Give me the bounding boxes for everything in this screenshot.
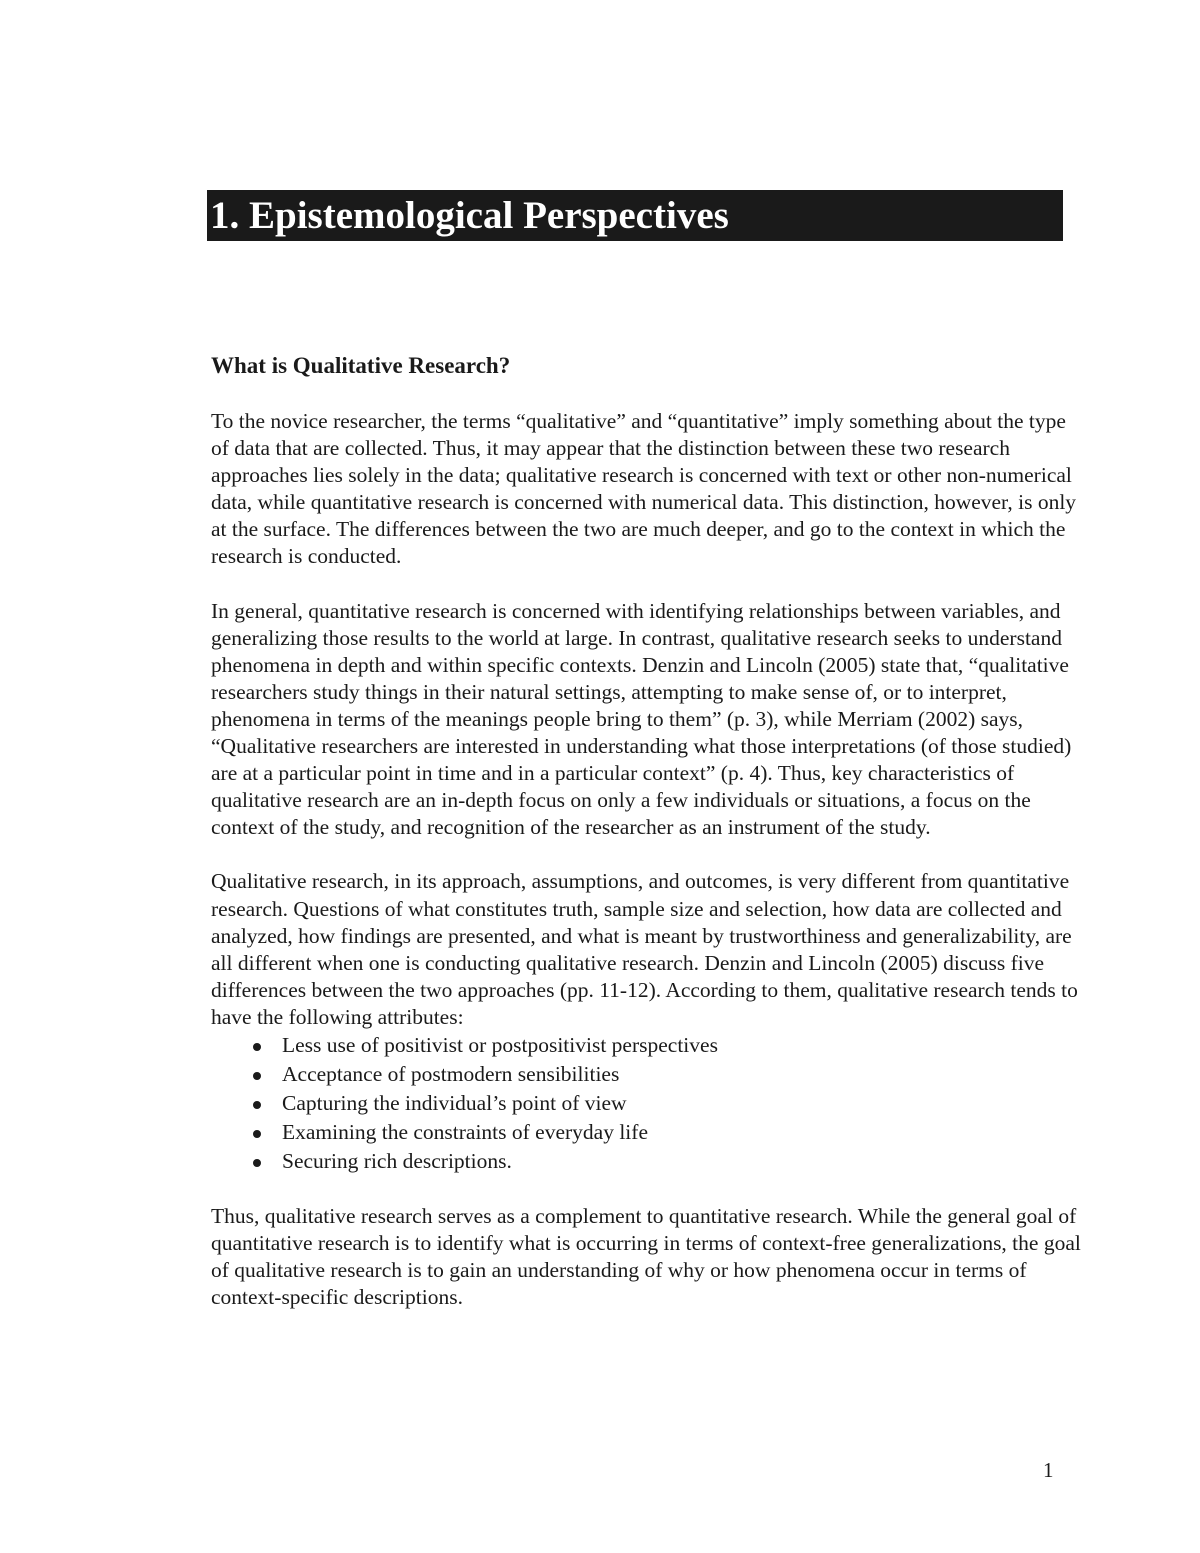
list-item-text: Securing rich descriptions. (282, 1148, 512, 1173)
list-item (211, 1118, 1081, 1147)
paragraph-general: In general, quantitative research is concerned with identifying relationships between variables, and generalizing those results to the world at large. In contrast, qualitative research seeks to understand phenomena in depth and within specific contexts. Denzin and Lincoln (2005) state that, “qualitative researchers study things in their natural settings, attempting to make sense of, or to interpret, phenomena in terms of the meanings people bring to them” (p. 3), while Merriam (2002) says, “Qualitative researchers are interested in understanding what those interpretations (of those studied) are at a particular point in time and in a particular context” (p. 4). Thus, key characteristics of qualitative research are an in-depth focus on only a few individuals or situations, a focus on the context of the study, and recognition of the researcher as an instrument of the study. (211, 598, 1072, 840)
body-content (211, 408, 1081, 1338)
bullet-icon (253, 1130, 261, 1138)
list-item (211, 1147, 1081, 1176)
attributes-list (211, 1031, 1081, 1176)
list-item-text: Acceptance of postmodern sensibilities (282, 1061, 620, 1086)
bullet-icon (253, 1043, 261, 1051)
bullet-icon (253, 1072, 261, 1080)
list-item-text: Capturing the individual’s point of view (282, 1090, 627, 1115)
list-item (211, 1060, 1081, 1089)
paragraph-conclusion: Thus, qualitative research serves as a complement to quantitative research. While the general goal of quantitative research is to identify what is occurring in terms of context-free generalizations, the goal of qualitative research is to gain an understanding of why or how phenomena occur in terms of context-specific descriptions. (211, 1203, 1081, 1310)
list-item (211, 1031, 1081, 1060)
page-number: 1 (1043, 1458, 1054, 1482)
bullet-icon (253, 1101, 261, 1109)
bullet-icon (253, 1159, 261, 1167)
chapter-title: 1. Epistemological Perspectives (210, 194, 729, 237)
list-item-text: Examining the constraints of everyday life (282, 1119, 648, 1144)
paragraph-differences: Qualitative research, in its approach, assumptions, and outcomes, is very different from quantitative research. Questions of what constitutes truth, sample size and selection, how data are collected and analyzed, how findings are presented, and what is meant by trustworthiness and generalizability, are all different when one is conducting qualitative research. Denzin and Lincoln (2005) discuss five differences between the two approaches (pp. 11-12). According to them, qualitative research tends to have the following attributes: (211, 869, 1078, 1029)
list-item-text: Less use of positivist or postpositivist perspectives (282, 1032, 718, 1057)
paragraph-intro: To the novice researcher, the terms “qualitative” and “quantitative” imply something about the type of data that are collected. Thus, it may appear that the distinction between these two research approaches lies solely in the data; qualitative research is concerned with text or other non-numerical data, while quantitative research is concerned with numerical data. This distinction, however, is only at the surface. The differences between the two are much deeper, and go to the context in which the research is conducted. (211, 409, 1077, 569)
section-heading: What is Qualitative Research? (211, 353, 511, 378)
list-item (211, 1089, 1081, 1118)
